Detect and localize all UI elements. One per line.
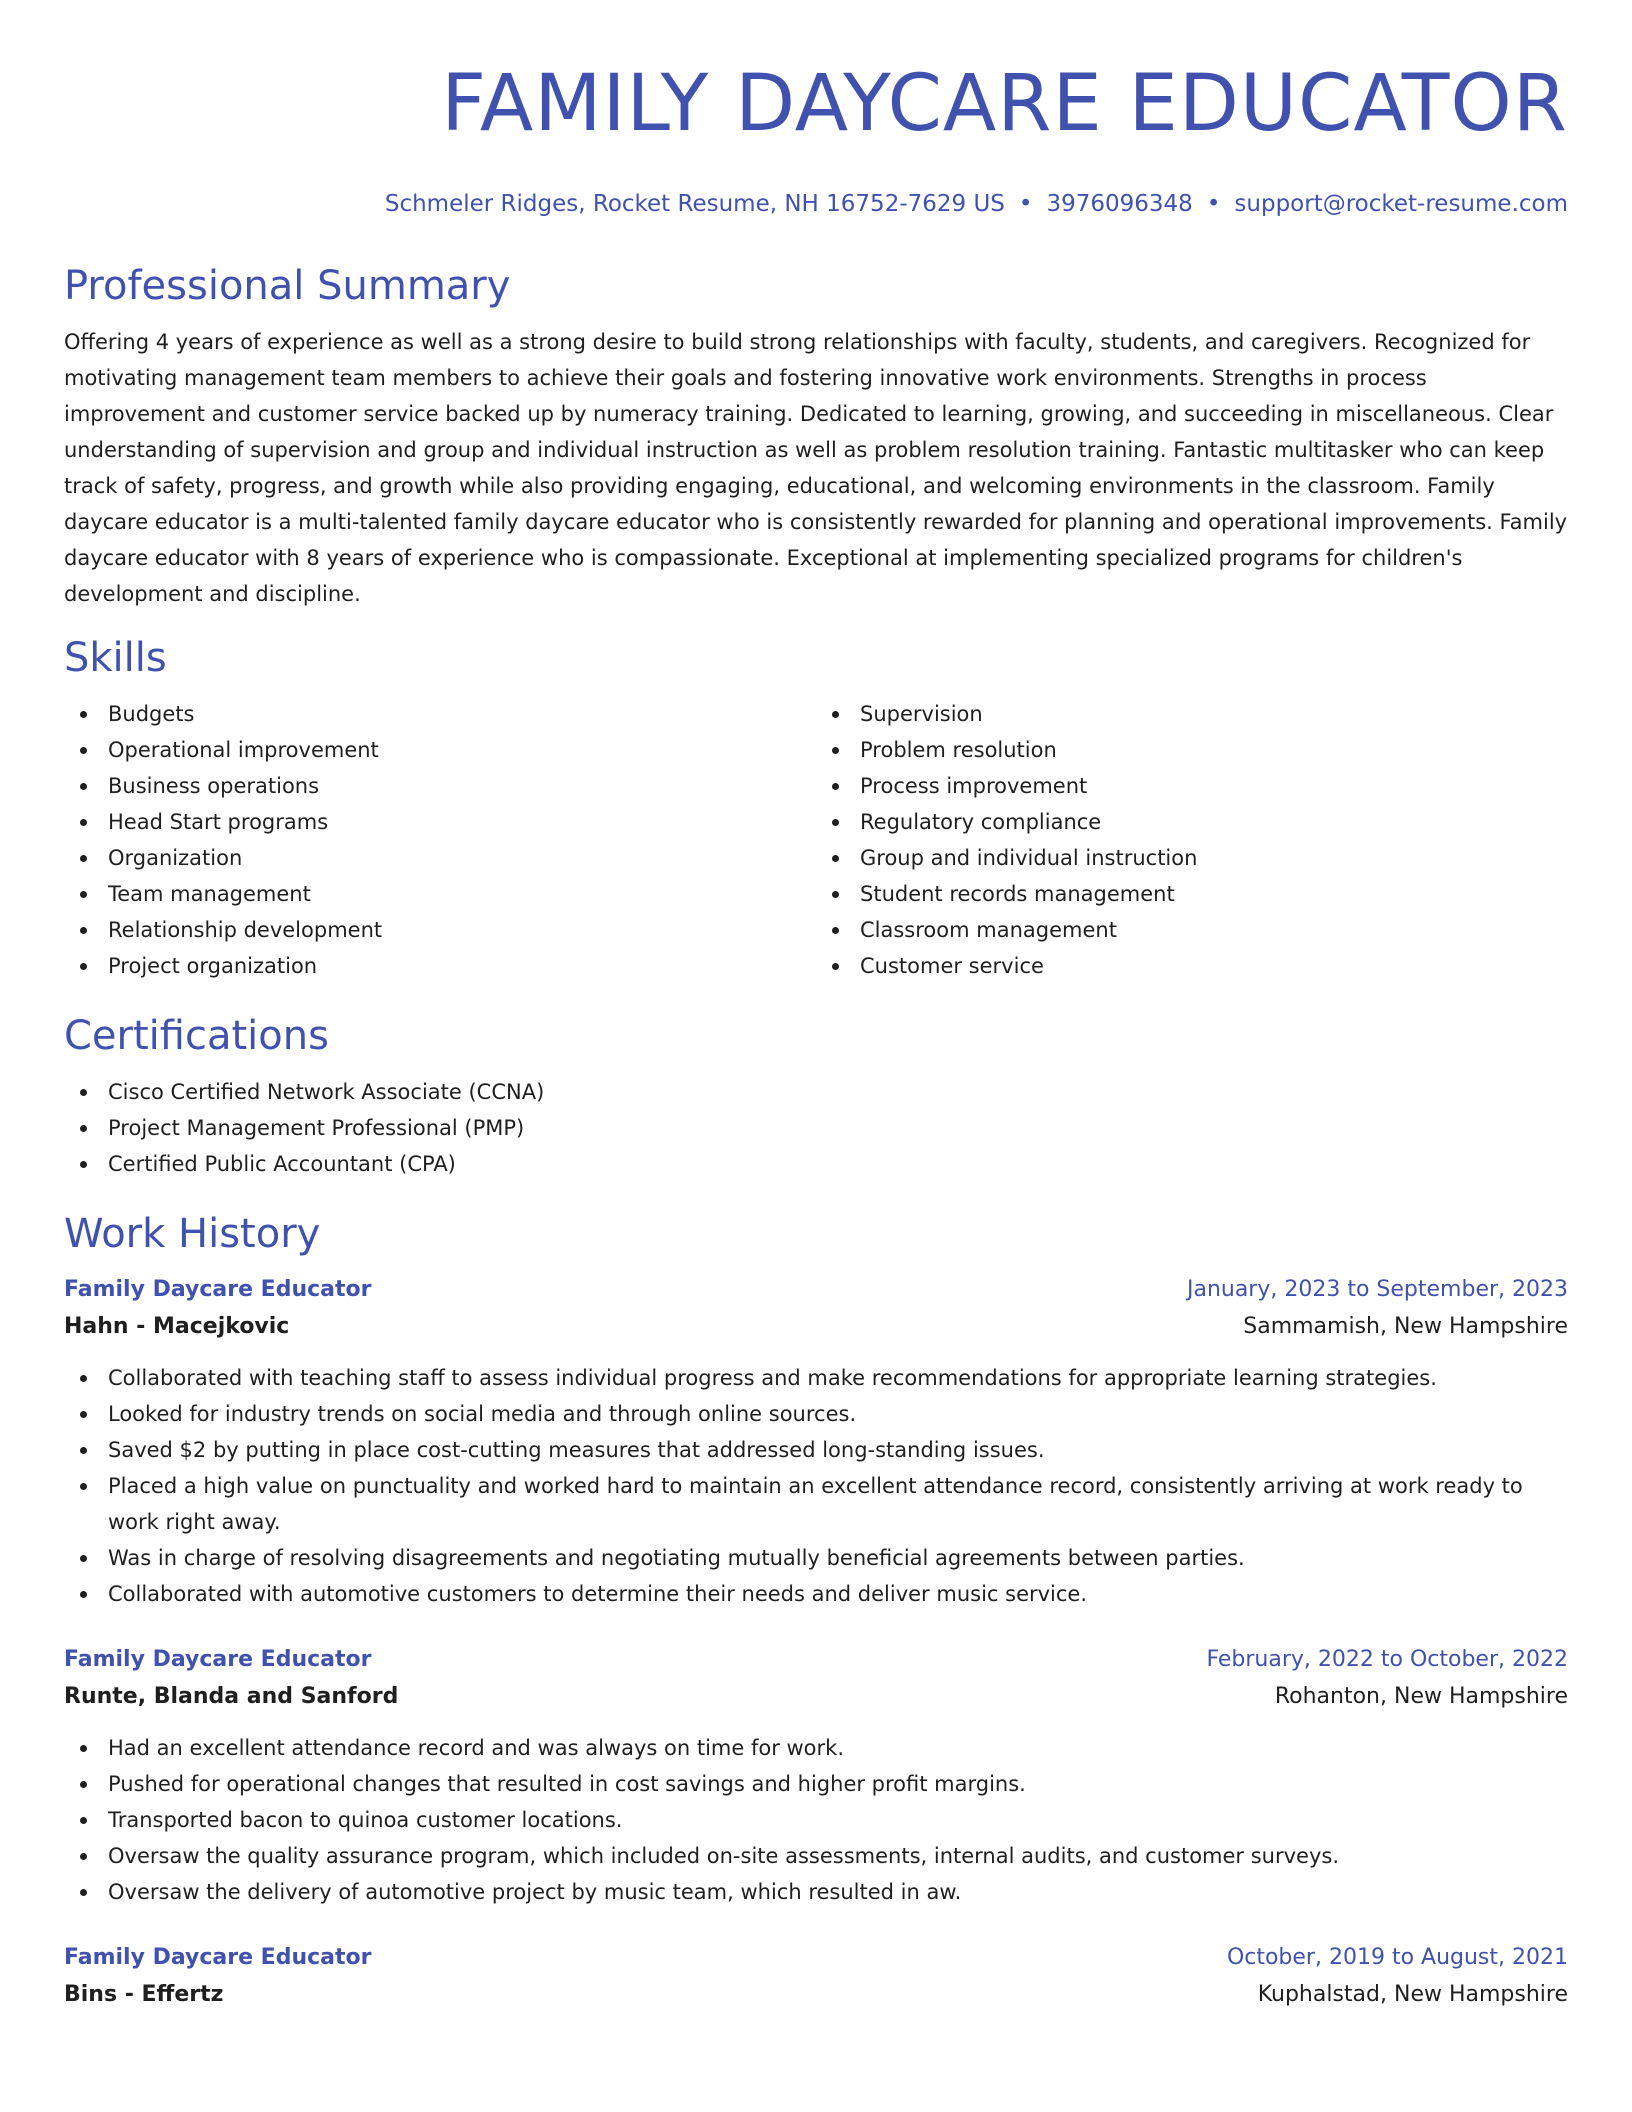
certifications-list — [64, 1074, 1568, 1182]
job-company-row — [64, 1976, 1568, 2014]
certification-item: Certified Public Accountant (CPA) — [64, 1146, 1568, 1182]
skill-item: Head Start programs — [64, 804, 816, 840]
job-header-row — [64, 1940, 1568, 1976]
certification-item: Project Management Professional (PMP) — [64, 1110, 1568, 1146]
skill-item: Student records management — [816, 876, 1568, 912]
skill-item: Project organization — [64, 948, 816, 984]
skills-column-right — [816, 696, 1568, 984]
job-bullet: Pushed for operational changes that resulted in cost savings and higher profit margins. — [64, 1766, 1568, 1802]
job-entry — [64, 1940, 1568, 2014]
skills-heading: Skills — [64, 635, 167, 681]
summary-heading: Professional Summary — [64, 263, 511, 309]
certification-item: Cisco Certified Network Associate (CCNA) — [64, 1074, 1568, 1110]
skill-item: Process improvement — [816, 768, 1568, 804]
skill-item: Organization — [64, 840, 816, 876]
job-bullet: Was in charge of resolving disagreements and negotiating mutually beneficial agreements between parties. — [64, 1540, 1568, 1576]
job-title: Family Daycare Educator — [64, 1945, 372, 1970]
skills-column-left — [64, 696, 816, 984]
resume-name: FAMILY DAYCARE EDUCATOR — [441, 59, 1568, 149]
job-bullets — [64, 1360, 1568, 1612]
job-dates: February, 2022 to October, 2022 — [1206, 1647, 1568, 1672]
contact-separator: • — [1206, 191, 1221, 217]
job-entry — [64, 1642, 1568, 1910]
job-company: Runte, Blanda and Sanford — [64, 1684, 399, 1709]
job-bullets — [64, 1730, 1568, 1910]
skill-item: Classroom management — [816, 912, 1568, 948]
job-title: Family Daycare Educator — [64, 1647, 372, 1672]
skill-item: Budgets — [64, 696, 816, 732]
skill-item: Customer service — [816, 948, 1568, 984]
job-company-row — [64, 1308, 1568, 1346]
job-bullet: Oversaw the delivery of automotive project by music team, which resulted in aw. — [64, 1874, 1568, 1910]
skill-item: Regulatory compliance — [816, 804, 1568, 840]
job-location: Kuphalstad, New Hampshire — [1257, 1982, 1568, 2007]
work-history-heading: Work History — [64, 1211, 321, 1257]
job-company: Bins - Effertz — [64, 1982, 224, 2007]
skill-item: Relationship development — [64, 912, 816, 948]
job-bullet: Collaborated with teaching staff to assess individual progress and make recommendations for appropriate learning strategies. — [64, 1360, 1568, 1396]
contact-separator: • — [1018, 191, 1033, 217]
job-bullet: Had an excellent attendance record and was always on time for work. — [64, 1730, 1568, 1766]
job-bullet: Transported bacon to quinoa customer locations. — [64, 1802, 1568, 1838]
job-header-row — [64, 1272, 1568, 1308]
skill-item: Operational improvement — [64, 732, 816, 768]
job-company: Hahn - Macejkovic — [64, 1314, 290, 1339]
skill-item: Business operations — [64, 768, 816, 804]
skill-item: Group and individual instruction — [816, 840, 1568, 876]
skill-item: Team management — [64, 876, 816, 912]
job-company-row — [64, 1678, 1568, 1716]
job-location: Rohanton, New Hampshire — [1274, 1684, 1568, 1709]
job-bullet: Collaborated with automotive customers to determine their needs and deliver music service. — [64, 1576, 1568, 1612]
contact-line — [64, 188, 1568, 220]
contact-email: support@rocket-resume.com — [1234, 191, 1568, 217]
job-dates: October, 2019 to August, 2021 — [1226, 1945, 1568, 1970]
skill-item: Problem resolution — [816, 732, 1568, 768]
contact-phone: 3976096348 — [1046, 191, 1193, 217]
job-bullet: Oversaw the quality assurance program, which included on-site assessments, internal audits, and customer surveys. — [64, 1838, 1568, 1874]
contact-address: Schmeler Ridges, Rocket Resume, NH 16752-7629 US — [384, 191, 1005, 217]
certifications-heading: Certifications — [64, 1013, 329, 1059]
job-entry — [64, 1272, 1568, 1612]
job-bullet: Placed a high value on punctuality and worked hard to maintain an excellent attendance record, consistently arriving at work ready to work right away. — [64, 1468, 1568, 1540]
skills-grid — [64, 696, 1568, 984]
skills-list-right — [816, 696, 1568, 984]
job-bullet: Looked for industry trends on social media and through online sources. — [64, 1396, 1568, 1432]
job-title: Family Daycare Educator — [64, 1277, 372, 1302]
summary-text: Offering 4 years of experience as well as a strong desire to build strong relationships with faculty, students, and caregivers. Recognized for motivating management team members to achieve their goals and fostering innovative work environments. Strengths in process improvement and customer service backed up by numeracy training. Dedicated to learning, growing, and succeeding in miscellaneous. Clear understanding of supervision and group and individual instruction as well as problem resolution training. Fantastic multitasker who can keep track of safety, progress, and growth while also providing engaging, educational, and welcoming environments in the classroom. Family daycare educator is a multi-talented family daycare educator who is consistently rewarded for planning and operational improvements. Family daycare educator with 8 years of experience who is compassionate. Exceptional at implementing specialized programs for children's development and discipline. — [64, 330, 1568, 606]
skills-list-left — [64, 696, 816, 984]
job-bullet: Saved $2 by putting in place cost-cutting measures that addressed long-standing issues. — [64, 1432, 1568, 1468]
skill-item: Supervision — [816, 696, 1568, 732]
job-location: Sammamish, New Hampshire — [1243, 1314, 1568, 1339]
job-header-row — [64, 1642, 1568, 1678]
job-dates: January, 2023 to September, 2023 — [1186, 1277, 1568, 1302]
